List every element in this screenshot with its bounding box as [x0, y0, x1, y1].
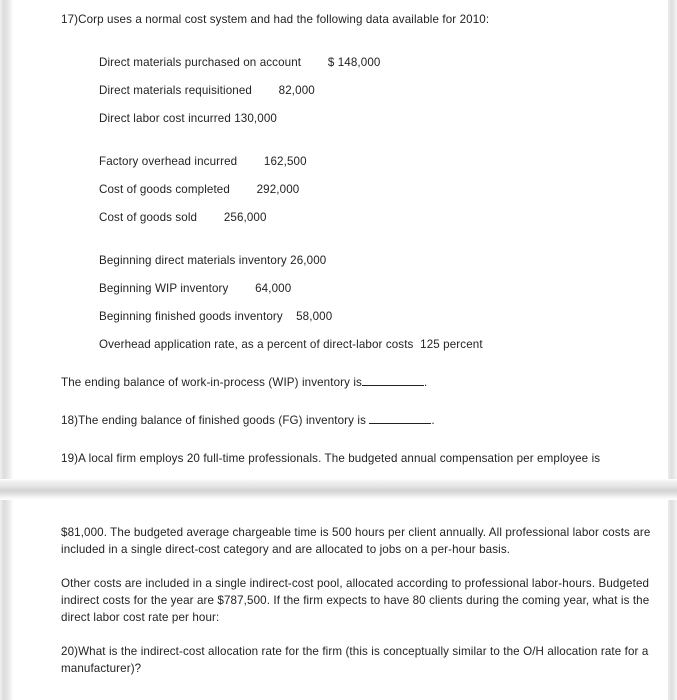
q17-data-line-beg-dm-inventory: Beginning direct materials inventory 26,000 — [99, 254, 327, 267]
spacer — [61, 170, 658, 181]
q17-data-line-dm-requisitioned: Direct materials requisitioned 82,000 — [99, 84, 315, 97]
q17-data-line-direct-labor: Direct labor cost incurred 130,000 — [99, 112, 277, 125]
spacer — [61, 297, 658, 308]
spacer — [61, 558, 658, 575]
spacer — [61, 269, 658, 280]
question-18-period: . — [431, 414, 435, 427]
q17-data-line-cogs-completed: Cost of goods completed 292,000 — [99, 183, 300, 196]
answer-blank-q18[interactable] — [369, 414, 431, 424]
spacer — [61, 325, 658, 336]
spacer — [61, 71, 658, 82]
question-17-prompt-text: The ending balance of work-in-process (WIP) inventory is — [61, 376, 362, 389]
spacer — [61, 99, 658, 110]
question-17-prompt-period: . — [423, 376, 428, 389]
q17-data-line-factory-overhead: Factory overhead incurred 162,500 — [99, 155, 307, 168]
question-18-prompt — [61, 412, 658, 429]
spacer — [61, 226, 658, 252]
spacer — [61, 127, 658, 153]
q17-data-line-beg-wip-inventory: Beginning WIP inventory 64,000 — [99, 282, 292, 295]
document-page-1 — [13, 0, 668, 479]
q17-data-line-dm-purchased: Direct materials purchased on account $ 148,000 — [99, 56, 381, 69]
answer-blank-q17[interactable] — [362, 376, 424, 386]
spacer — [61, 626, 658, 643]
spacer — [61, 391, 658, 412]
q17-data-line-cogs-sold: Cost of goods sold 256,000 — [99, 211, 267, 224]
question-17-prompt — [61, 374, 658, 391]
question-17-stem: 17)Corp uses a normal cost system and had the following data available for 2010: — [61, 13, 490, 26]
question-19-stem-part-3: Other costs are included in a single indirect-cost pool, allocated according to professional labor-hours. Budgeted indirect costs for the year are $787,500. If the firm expects to have 80 clients during the coming year, what is the direct labor cost rate per hour: — [61, 577, 650, 624]
question-18-prefix: 18)The ending balance of finished goods (FG) inventory is — [61, 414, 370, 427]
page-break-separator — [0, 479, 677, 500]
question-20-stem: 20)What is the indirect-cost allocation rate for the firm (this is conceptually similar to the O/H allocation rate for a manufacturer)? — [61, 645, 649, 675]
question-19-stem-part-1: 19)A local firm employs 20 full-time professionals. The budgeted annual compensation per employee is — [61, 452, 601, 465]
spacer — [61, 429, 658, 450]
question-19-stem-part-2: $81,000. The budgeted average chargeable time is 500 hours per client annually. All professional labor costs are included in a single direct-cost category and are allocated to jobs on a per-hour basis. — [61, 526, 651, 556]
q17-data-line-beg-fg-inventory: Beginning finished goods inventory 58,000 — [99, 310, 333, 323]
page-gutter-left — [0, 0, 13, 700]
document-page-2 — [13, 500, 668, 700]
spacer — [61, 353, 658, 374]
page-1-text-body — [61, 11, 658, 467]
spacer — [61, 28, 658, 54]
page-2-text-body — [61, 524, 658, 677]
q17-data-line-overhead-rate: Overhead application rate, as a percent of direct-labor costs 125 percent — [99, 338, 483, 351]
spacer — [61, 198, 658, 209]
